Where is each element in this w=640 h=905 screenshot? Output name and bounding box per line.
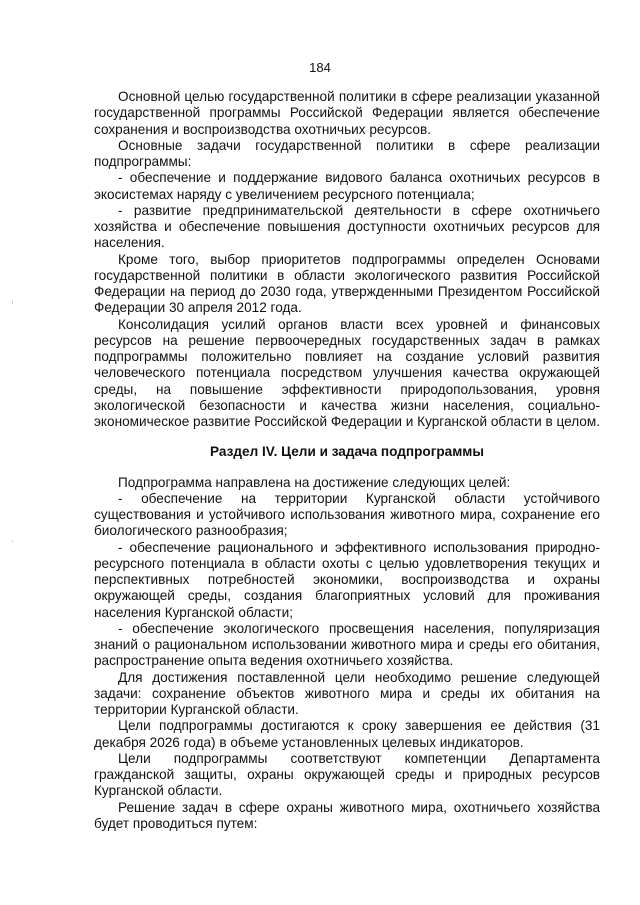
paragraph: Подпрограмма направлена на достижение следующих целей: bbox=[118, 474, 511, 490]
paragraph: Для достижения поставленной цели необходимо решение следующей задачи: сохранение объектов животного мира и среды их обитания на территории Курганской области. bbox=[94, 669, 600, 717]
list-item: - обеспечение экологического просвещения населения, популяризация знаний о рациональном использовании животного мира и среды его обитания, распространение опыта ведения охотничьего хозяйства. bbox=[94, 620, 600, 669]
paragraph: Консолидация усилий органов власти всех уровней и финансовых ресурсов на решение первоочередных государственных задач в рамках подпрограммы положительно повлияет на создание условий развития человеческого потенциала посредством улучшения качества окружающей среды, на повышение эффективности природопользования, уровня экологической безопасности и качества жизни населения, социально-экономическое развитие Российской Федерации и Курганской области в целом. bbox=[94, 316, 600, 429]
list-item: - развитие предпринимательской деятельности в сфере охотничьего хозяйства и обеспечение повышения доступности охотничьих ресурсов для населения. bbox=[94, 202, 600, 251]
list-item: - обеспечение на территории Курганской области устойчивого существования и устойчивого использования животного мира, сохранение его биологического разнообразия; bbox=[94, 490, 600, 539]
paragraph: Кроме того, выбор приоритетов подпрограммы определен Основами государственной политики в области экологического развития Российской Федерации на период до 2030 года, утвержденными Президентом Российской Федерации 30 апреля 2012 года. bbox=[94, 251, 600, 316]
page-number: 184 bbox=[309, 60, 331, 75]
scan-artifact bbox=[12, 300, 13, 304]
paragraph: Основные задачи государственной политики в сфере реализации подпрограммы: bbox=[94, 137, 600, 169]
list-item: - обеспечение и поддержание видового баланса охотничьих ресурсов в экосистемах наряду с увеличением ресурсного потенциала; bbox=[94, 170, 600, 202]
section-heading: Раздел IV. Цели и задача подпрограммы bbox=[210, 444, 484, 460]
paragraph: Решение задач в сфере охраны животного мира, охотничьего хозяйства будет проводиться путем: bbox=[94, 799, 600, 831]
document-body bbox=[94, 89, 600, 832]
list-item: - обеспечение рационального и эффективного использования природно-ресурсного потенциала в области охоты с целью удовлетворения текущих и перспективных потребностей экономики, воспроизводства и охраны окружающей среды, создания благоприятных условий для проживания населения Курганской области; bbox=[94, 539, 600, 620]
scan-artifact bbox=[12, 540, 13, 543]
paragraph: Цели подпрограммы соответствуют компетенции Департамента гражданской защиты, охраны окружающей среды и природных ресурсов Курганской области. bbox=[94, 750, 600, 799]
paragraph: Цели подпрограммы достигаются к сроку завершения ее действия (31 декабря 2026 года) в объеме установленных целевых индикаторов. bbox=[94, 718, 600, 750]
paragraph: Основной целью государственной политики в сфере реализации указанной государственной программы Российской Федерации является обеспечение сохранения и воспроизводства охотничьих ресурсов. bbox=[94, 89, 600, 137]
